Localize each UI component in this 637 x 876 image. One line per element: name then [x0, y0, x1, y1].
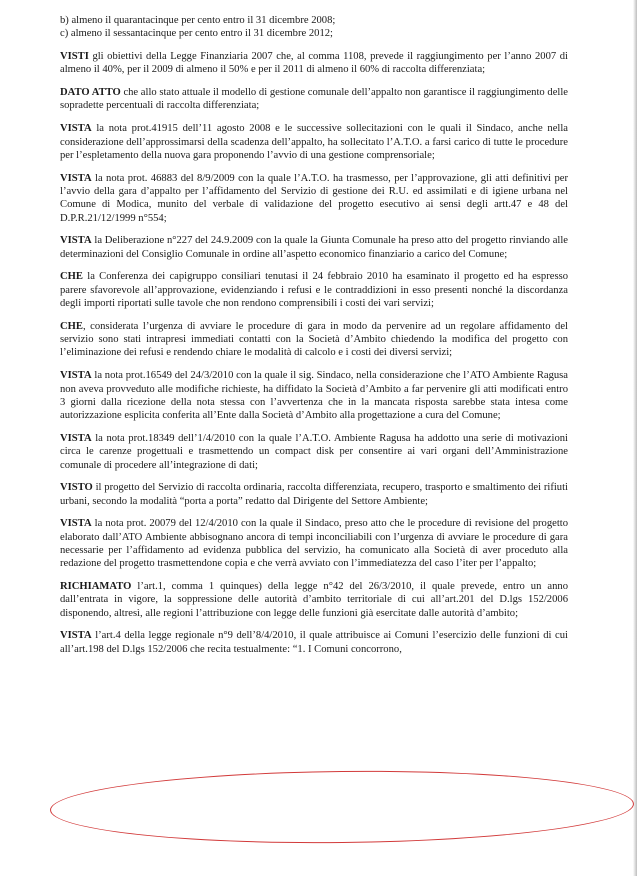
page-edge-shadow	[633, 0, 637, 876]
paragraph-keyword: VISTA	[60, 630, 92, 642]
paragraph-keyword: VISTA	[60, 518, 92, 530]
paragraph-che-conferenza	[60, 270, 568, 310]
paragraph-visti	[60, 50, 568, 77]
paragraph-vista-46883	[60, 172, 568, 225]
paragraph-vista-deliberazione	[60, 234, 568, 261]
paragraph-text: la nota prot. 46883 del 8/9/2009 con la quale l’A.T.O. ha trasmesso, per l’approvazione, gli atti definitivi per l’avvio della gara d’appalto per l’affidamento del Servizio di gestione dei R.U. ed assimilati e di igiene urbana nel Comune di Modica, munito del verbale di validazione del progetto esecutivo ai sensi degli artt.47 e 48 del D.P.R.21/12/1999 n°554;	[60, 172, 568, 224]
paragraph-dato-atto	[60, 86, 568, 113]
paragraph-che-urgenza	[60, 320, 568, 360]
paragraph-text: la Conferenza dei capigruppo consiliari tenutasi il 24 febbraio 2010 ha esaminato il progetto ed ha espresso parere sfavorevole all’approvazione, evidenziando i refusi e le contraddizioni in esso presenti nonché la discordanza degli importi riportati sulle tavole che non rendono comprensibili i costi dei vari servizi;	[60, 271, 568, 310]
paragraph-text: la nota prot.41915 dell’11 agosto 2008 e le successive sollecitazioni con le quali il Sindaco, anche nella considerazione dell’approssimarsi della scadenza dell’appalto, ha sollecitato l’A.T.O. a farsi carico di tutte le procedure per l’espletamento della nuova gara proponendo l’avvio di una gestione comprensoriale;	[60, 123, 568, 161]
paragraph-keyword: DATO ATTO	[60, 87, 121, 99]
paragraph-vista-20079	[60, 517, 568, 570]
paragraph-text: gli obiettivi della Legge Finanziaria 2007 che, al comma 1108, prevede il raggiungimento per l’anno 2007 di almeno il 40%, per il 2009 di almeno il 50% e per il 2011 di almeno il 60% di raccolta differenziata;	[60, 51, 569, 76]
paragraph-text: che allo stato attuale il modello di gestione comunale dell’appalto non garantisce il raggiungimento delle sopradette percentuali di raccolta differenziata;	[60, 87, 568, 112]
paragraph-text: la nota prot.18349 dell’1/4/2010 con la quale l’A.T.O. Ambiente Ragusa ha addotto una serie di motivazioni circa le carenze progettuali e trasmettendo un compact disk per consentire ai vari organi dell’Amministrazione comunale di procedere all’integrazione di dati;	[60, 432, 568, 471]
paragraph-richiamato	[60, 580, 568, 620]
list-item-b: b) almeno il quarantacinque per cento entro il 31 dicembre 2008;	[60, 15, 336, 26]
paragraph-vista-legge-regionale	[60, 629, 568, 656]
paragraph-keyword: VISTA	[60, 235, 92, 247]
list-item-c: c) almeno il sessantacinque per cento entro il 31 dicembre 2012;	[60, 28, 333, 40]
document-body	[60, 14, 568, 666]
paragraph-visto-progetto	[60, 481, 568, 508]
paragraph-vista-18349	[60, 432, 568, 472]
red-ellipse-annotation	[50, 768, 635, 846]
paragraph-text: la Deliberazione n°227 del 24.9.2009 con la quale la Giunta Comunale ha preso atto del progetto rinviando alle determinazioni del Consiglio Comunale in ordine all’aspetto economico finanziario a carico del Comune;	[60, 235, 568, 260]
paragraph-text: l’art.4 della legge regionale n°9 dell’8/4/2010, il quale attribuisce ai Comuni l’esercizio delle funzioni di cui all’art.198 del D.lgs 152/2006 che recita testualmente: “1. I Comuni concorrono,	[60, 630, 568, 655]
paragraph-text: , considerata l’urgenza di avviare le procedure di gara in modo da pervenire ad un regolare affidamento del servizio sono stati intrapresi immediati contatti con la Società d’Ambito chiedendo la modifica del progetto con l’eliminazione dei refusi e rendendo chiare le modalità di calcolo e i costi dei diversi servizi;	[60, 320, 568, 359]
paragraph-keyword: VISTA	[60, 370, 92, 382]
paragraph-keyword: VISTA	[60, 123, 92, 135]
paragraph-text: la nota prot. 20079 del 12/4/2010 con la quale il Sindaco, preso atto che le procedure di revisione del progetto elaborato dall’ATO Ambiente abbisognano ancora di tempi inconciliabili con l’urgenza di avviare le procedure di gara necessarie per l’affidamento ad evidenza pubblica del servizio, ha comunicato alla Società di aver proceduto alla redazione del progetto trasmettendone copia e che verrà avviato con l’immediatezza del caso l’iter per l’appalto;	[60, 518, 569, 570]
paragraph-keyword: VISTA	[60, 432, 92, 444]
paragraph-text: la nota prot.16549 del 24/3/2010 con la quale il sig. Sindaco, nella considerazione che l’ATO Ambiente Ragusa non aveva provveduto alle modifiche richieste, ha diffidato la Società d’Ambito a far pervenire gli atti modificati entro 3 giorni dalla ricezione della nota stessa con l’avvertenza che in la mancata risposta sarebbe stata intesa come autorizzazione esplicita conferita all’Ente dalla Società d’Ambito alla progettazione a cura del Comune;	[60, 370, 569, 422]
paragraph-text: l’art.1, comma 1 quinques) della legge n°42 del 26/3/2010, il quale prevede, entro un anno dall’entrata in vigore, la soppressione delle autorità d’ambito territoriale di cui all’art.201 del D.lgs 152/2006 disponendo, altresì, alle regioni l’attribuzione con legge delle funzioni già esercitate dalle autorità d’ambito;	[60, 581, 568, 619]
paragraph-keyword: RICHIAMATO	[60, 581, 132, 593]
paragraph-keyword: VISTA	[60, 172, 92, 184]
paragraph-keyword: VISTO	[60, 482, 93, 494]
paragraph-keyword: VISTI	[60, 51, 89, 63]
paragraph-vista-16549	[60, 369, 568, 422]
paragraph-vista-41915	[60, 122, 568, 162]
paragraph-text: il progetto del Servizio di raccolta ordinaria, raccolta differenziata, recupero, trasporto e smaltimento dei rifiuti urbani, secondo la modalità “porta a porta” redatto dal Dirigente del Settore Ambiente;	[60, 482, 568, 507]
paragraph-keyword: CHE	[60, 320, 83, 332]
paragraph-keyword: CHE	[60, 271, 83, 283]
